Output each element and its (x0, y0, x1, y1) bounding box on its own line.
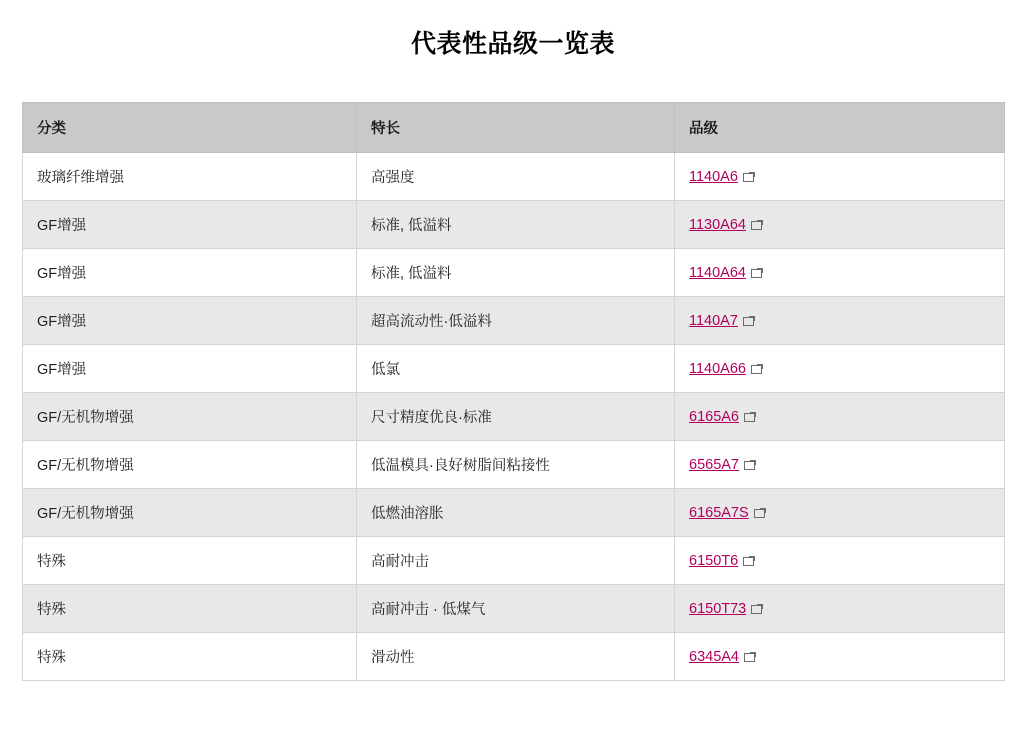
grade-link[interactable]: 6565A7 (689, 456, 739, 473)
grades-table (22, 102, 1005, 681)
table-header (23, 103, 1005, 153)
cell-category: 玻璃纤维增强 (23, 153, 357, 201)
external-link-icon (754, 508, 766, 518)
grade-link[interactable]: 6165A6 (689, 408, 739, 425)
cell-feature: 低氯 (357, 345, 675, 393)
cell-grade (675, 633, 1005, 681)
grade-link[interactable]: 1140A66 (689, 360, 746, 377)
external-link-icon (743, 316, 755, 326)
cell-category: GF增强 (23, 201, 357, 249)
cell-grade (675, 489, 1005, 537)
cell-feature: 标准, 低溢料 (357, 249, 675, 297)
grade-link[interactable]: 6150T73 (689, 600, 747, 617)
cell-category: GF增强 (23, 345, 357, 393)
cell-category: 特殊 (23, 633, 357, 681)
cell-feature: 低燃油溶胀 (357, 489, 675, 537)
cell-category: 特殊 (23, 537, 357, 585)
external-link-icon (751, 364, 763, 374)
grade-link[interactable]: 6345A4 (689, 648, 739, 665)
cell-category: GF/无机物增强 (23, 393, 357, 441)
grade-link[interactable]: 6150T6 (689, 552, 739, 569)
table-row (23, 345, 1005, 393)
table-row (23, 249, 1005, 297)
cell-category: GF/无机物增强 (23, 489, 357, 537)
external-link-icon (744, 460, 756, 470)
cell-grade (675, 249, 1005, 297)
cell-feature: 高强度 (357, 153, 675, 201)
cell-grade (675, 537, 1005, 585)
cell-category: GF增强 (23, 297, 357, 345)
grade-link[interactable]: 1140A64 (689, 264, 746, 281)
table-body (23, 153, 1005, 681)
table-row (23, 633, 1005, 681)
cell-feature: 滑动性 (357, 633, 675, 681)
cell-category: GF增强 (23, 249, 357, 297)
cell-grade (675, 345, 1005, 393)
grade-link[interactable]: 6165A7S (689, 504, 749, 521)
grades-table-container (22, 102, 1004, 681)
cell-grade (675, 297, 1005, 345)
cell-grade (675, 585, 1005, 633)
external-link-icon (751, 268, 763, 278)
cell-feature: 高耐冲击 (357, 537, 675, 585)
column-header-feature: 特长 (357, 103, 675, 153)
table-row (23, 489, 1005, 537)
external-link-icon (743, 556, 755, 566)
cell-grade (675, 393, 1005, 441)
cell-feature: 尺寸精度优良·标准 (357, 393, 675, 441)
table-row (23, 201, 1005, 249)
column-header-grade: 品级 (675, 103, 1005, 153)
cell-feature: 高耐冲击 · 低煤气 (357, 585, 675, 633)
external-link-icon (744, 412, 756, 422)
grade-link[interactable]: 1130A64 (689, 216, 746, 233)
cell-grade (675, 201, 1005, 249)
cell-category: 特殊 (23, 585, 357, 633)
page-title: 代表性品级一览表 (410, 30, 615, 58)
table-row (23, 153, 1005, 201)
cell-grade (675, 153, 1005, 201)
column-header-category: 分类 (23, 103, 357, 153)
grade-link[interactable]: 1140A6 (689, 168, 738, 185)
cell-grade (675, 441, 1005, 489)
cell-feature: 低温模具·良好树脂间粘接性 (357, 441, 675, 489)
external-link-icon (744, 652, 756, 662)
document-page (0, 24, 1026, 681)
table-header-row (23, 103, 1005, 153)
table-row (23, 441, 1005, 489)
cell-category: GF/无机物增强 (23, 441, 357, 489)
table-row (23, 297, 1005, 345)
external-link-icon (751, 220, 763, 230)
external-link-icon (751, 604, 763, 614)
external-link-icon (743, 172, 755, 182)
grade-link[interactable]: 1140A7 (689, 312, 738, 329)
table-row (23, 393, 1005, 441)
table-row (23, 537, 1005, 585)
table-row (23, 585, 1005, 633)
cell-feature: 标准, 低溢料 (357, 201, 675, 249)
cell-feature: 超高流动性·低溢料 (357, 297, 675, 345)
